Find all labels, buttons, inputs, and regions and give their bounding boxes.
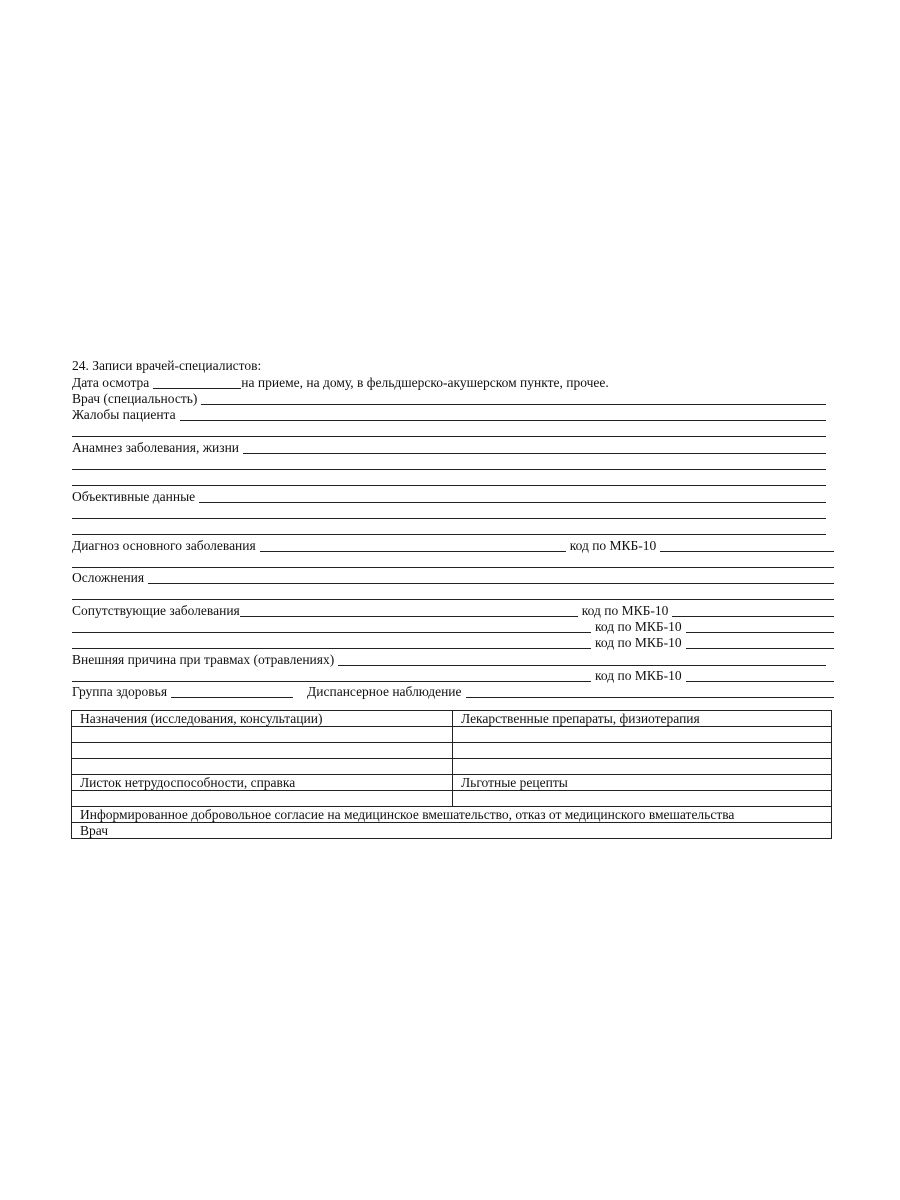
anamnesis-field-line[interactable] xyxy=(72,456,826,470)
comorbid-field[interactable] xyxy=(240,603,578,617)
icd-code-field[interactable] xyxy=(686,619,834,633)
icd-code-field[interactable] xyxy=(686,635,834,649)
external-cause-field-line[interactable] xyxy=(72,668,591,682)
external-cause-label: Внешняя причина при травмах (отравлениях) xyxy=(72,651,335,667)
table-row xyxy=(72,823,832,839)
icd-code-field[interactable] xyxy=(672,603,834,617)
table-row xyxy=(72,775,832,791)
complaints-field-line[interactable] xyxy=(72,423,826,437)
comorbid-row xyxy=(72,602,834,618)
section-title-row xyxy=(72,358,834,374)
table-row xyxy=(72,727,832,743)
external-cause-row xyxy=(72,651,834,667)
complications-line-2 xyxy=(72,586,834,602)
doctor-specialty-label: Врач (специальность) xyxy=(72,390,198,406)
drugs-header: Лекарственные препараты, физиотерапия xyxy=(453,711,832,727)
complications-row xyxy=(72,570,834,586)
icd-label: код по МКБ-10 xyxy=(595,619,682,635)
drugs-cell[interactable] xyxy=(453,743,832,759)
icd-label: код по МКБ-10 xyxy=(581,602,669,618)
prescriptions-header: Назначения (исследования, консультации) xyxy=(72,711,453,727)
icd-label: код по МКБ-10 xyxy=(569,537,657,553)
complaints-line-2 xyxy=(72,423,834,439)
prescriptions-table xyxy=(71,710,832,839)
drugs-cell[interactable] xyxy=(453,759,832,775)
objective-field-line[interactable] xyxy=(72,521,826,535)
main-diagnosis-row xyxy=(72,537,834,553)
objective-row xyxy=(72,488,834,504)
icd-code-field[interactable] xyxy=(660,538,834,552)
dispensary-field[interactable] xyxy=(466,684,834,698)
consent-text: Информированное добровольное согласие на медицинское вмешательство, отказ от медицинского вмешательства xyxy=(72,807,832,823)
main-diagnosis-field[interactable] xyxy=(260,538,566,552)
objective-label: Объективные данные xyxy=(72,488,196,504)
dispensary-label: Диспансерное наблюдение xyxy=(307,684,462,700)
main-diagnosis-line-2 xyxy=(72,554,834,570)
exam-date-field[interactable] xyxy=(153,375,241,389)
prescriptions-cell[interactable] xyxy=(72,727,453,743)
objective-field-line[interactable] xyxy=(72,505,826,519)
preferential-header: Льготные рецепты xyxy=(453,775,832,791)
table-row xyxy=(72,743,832,759)
health-group-field[interactable] xyxy=(171,684,293,698)
doctor-specialty-row xyxy=(72,391,834,407)
table-row xyxy=(72,807,832,823)
section-title: 24. Записи врачей-специалистов: xyxy=(72,358,262,374)
external-cause-line-2 xyxy=(72,668,834,684)
complications-field-line[interactable] xyxy=(72,586,834,600)
complaints-field[interactable] xyxy=(180,407,826,421)
icd-label: код по МКБ-10 xyxy=(595,635,682,651)
objective-line-3 xyxy=(72,521,834,537)
objective-field[interactable] xyxy=(199,489,826,503)
icd-label: код по МКБ-10 xyxy=(595,667,682,683)
exam-date-row xyxy=(72,374,834,390)
icd-code-field[interactable] xyxy=(686,668,834,682)
complaints-row xyxy=(72,407,834,423)
drugs-cell[interactable] xyxy=(453,727,832,743)
exam-date-label: Дата осмотра xyxy=(72,374,150,390)
anamnesis-line-2 xyxy=(72,456,834,472)
sick-leave-header: Листок нетрудоспособности, справка xyxy=(72,775,453,791)
sick-leave-cell[interactable] xyxy=(72,791,453,807)
preferential-cell[interactable] xyxy=(453,791,832,807)
comorbid-line-3 xyxy=(72,635,834,651)
doctor-specialty-field[interactable] xyxy=(201,391,826,405)
prescriptions-cell[interactable] xyxy=(72,743,453,759)
anamnesis-label: Анамнез заболевания, жизни xyxy=(72,439,240,455)
anamnesis-field-line[interactable] xyxy=(72,472,826,486)
anamnesis-row xyxy=(72,439,834,455)
external-cause-field[interactable] xyxy=(338,652,826,666)
objective-line-2 xyxy=(72,505,834,521)
table-row xyxy=(72,711,832,727)
table-row xyxy=(72,759,832,775)
comorbid-field-line[interactable] xyxy=(72,635,591,649)
comorbid-field-line[interactable] xyxy=(72,619,591,633)
exam-place-text: на приеме, на дому, в фельдшерско-акушерском пункте, прочее. xyxy=(241,374,609,390)
complications-label: Осложнения xyxy=(72,570,145,586)
comorbid-label: Сопутствующие заболевания xyxy=(72,602,240,618)
specialist-records-form xyxy=(72,358,834,700)
table-row xyxy=(72,791,832,807)
complications-field[interactable] xyxy=(148,570,834,584)
anamnesis-line-3 xyxy=(72,472,834,488)
doctor-label: Врач xyxy=(72,823,832,839)
health-group-label: Группа здоровья xyxy=(72,684,168,700)
health-group-row xyxy=(72,684,834,700)
main-diagnosis-label: Диагноз основного заболевания xyxy=(72,537,256,553)
comorbid-line-2 xyxy=(72,619,834,635)
anamnesis-field[interactable] xyxy=(243,440,826,454)
complaints-label: Жалобы пациента xyxy=(72,407,176,423)
main-diagnosis-field-line[interactable] xyxy=(72,554,834,568)
prescriptions-cell[interactable] xyxy=(72,759,453,775)
